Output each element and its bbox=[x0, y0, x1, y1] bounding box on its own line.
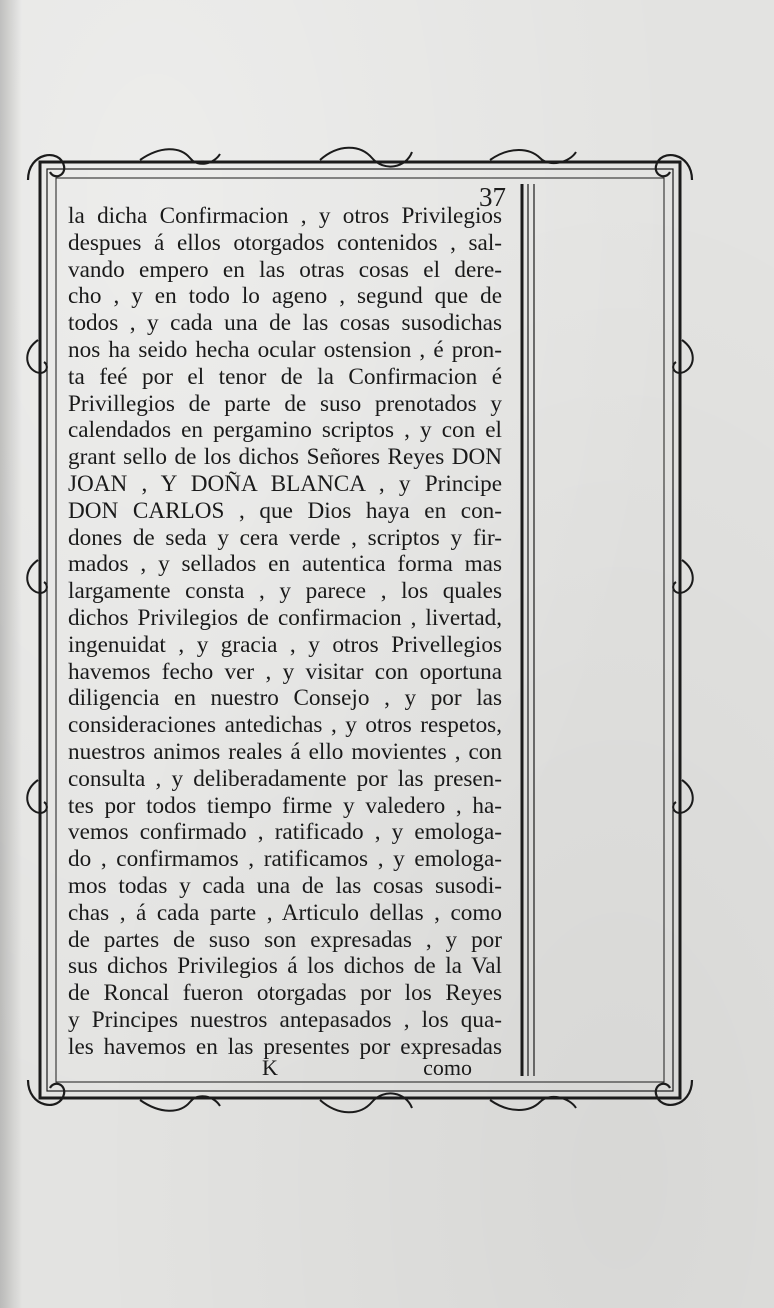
text-line: despues á ellos otorgados contenidos , sal- bbox=[68, 229, 502, 256]
text-line: dones de seda y cera verde , scriptos y fir- bbox=[68, 524, 502, 551]
signature-mark: K bbox=[262, 1055, 278, 1080]
text-line: nos ha seido hecha ocular ostension , é pron- bbox=[68, 336, 502, 363]
text-line: les havemos en las presentes por expresadas bbox=[68, 1033, 502, 1060]
text-line: DON CARLOS , que Dios haya en con- bbox=[68, 497, 502, 524]
page-number: 37 bbox=[479, 182, 506, 212]
text-line: la dicha Confirmacion , y otros Privilegios bbox=[68, 203, 502, 229]
text-line: chas , á cada parte , Articulo dellas , como bbox=[68, 899, 502, 926]
text-line: de partes de suso son expresadas , y por bbox=[68, 926, 502, 953]
text-line: mos todas y cada una de las cosas susodi- bbox=[68, 872, 502, 899]
text-line: nuestros animos reales á ello movientes , con bbox=[68, 738, 502, 765]
text-line: vemos confirmado , ratificado , y emologa- bbox=[68, 819, 502, 846]
text-line: de Roncal fueron otorgadas por los Reyes bbox=[68, 980, 502, 1007]
text-line: grant sello de los dichos Señores Reyes DON bbox=[68, 444, 502, 471]
catchword: como bbox=[423, 1055, 472, 1080]
text-line: ingenuidat , y gracia , y otros Privellegios bbox=[68, 631, 502, 658]
text-line: ta feé por el tenor de la Confirmacion é bbox=[68, 363, 502, 390]
text-line: do , confirmamos , ratificamos , y emologa- bbox=[68, 846, 502, 873]
text-line: cho , y en todo lo ageno , segund que de bbox=[68, 283, 502, 310]
text-line: tes por todos tiempo firme y valedero , ha- bbox=[68, 792, 502, 819]
text-line: sus dichos Privilegios á los dichos de la Val bbox=[68, 953, 502, 980]
text-line: todos , y cada una de las cosas susodichas bbox=[68, 310, 502, 337]
footer-line bbox=[68, 1054, 502, 1082]
text-line: vando empero en las otras cosas el dere- bbox=[68, 256, 502, 283]
text-line: JOAN , Y DOÑA BLANCA , y Principe bbox=[68, 470, 502, 497]
text-line: calendados en pergamino scriptos , y con el bbox=[68, 417, 502, 444]
text-line: havemos fecho ver , y visitar con oportuna bbox=[68, 658, 502, 685]
text-line: consulta , y deliberadamente por las presen- bbox=[68, 765, 502, 792]
text-line: Privillegios de parte de suso prenotados y bbox=[68, 390, 502, 417]
binding-shadow bbox=[0, 0, 22, 1308]
text-line: y Principes nuestros antepasados , los qua- bbox=[68, 1006, 502, 1033]
text-line: largamente consta , y parece , los quales bbox=[68, 578, 502, 605]
text-line: dichos Privilegios de confirmacion , livertad, bbox=[68, 604, 502, 631]
text-line: mados , y sellados en autentica forma mas bbox=[68, 551, 502, 578]
text-line: diligencia en nuestro Consejo , y por las bbox=[68, 685, 502, 712]
text-line: consideraciones antedichas , y otros respetos, bbox=[68, 712, 502, 739]
body-text bbox=[68, 203, 502, 1061]
